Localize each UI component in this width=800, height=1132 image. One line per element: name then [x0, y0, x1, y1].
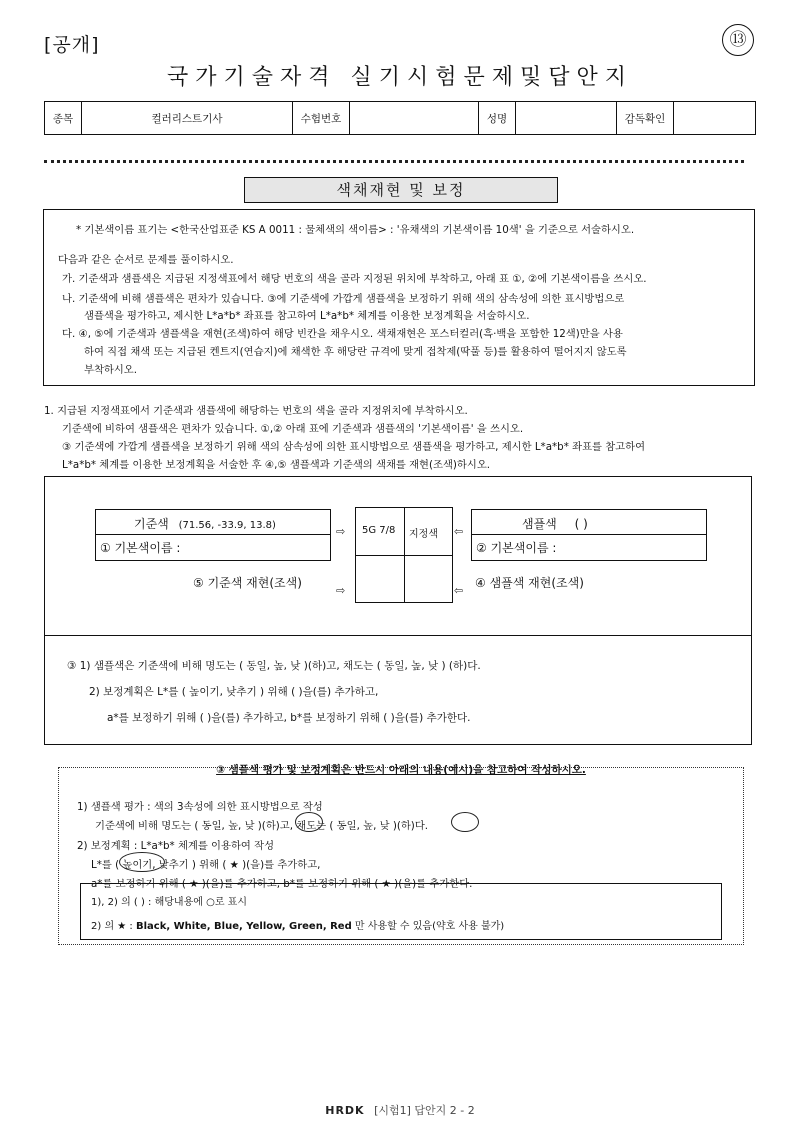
sample-name-field[interactable] [572, 536, 702, 556]
example-circle-mark [295, 812, 323, 832]
reference-repro-area[interactable] [356, 556, 404, 602]
answer-divider [45, 635, 751, 636]
arrow-right-icon: ⇨ [336, 525, 346, 538]
sample-color-box [471, 509, 707, 561]
instruction-c-line3: 부착하시오. [84, 364, 138, 376]
sample-coords-field[interactable]: ( ) [574, 517, 588, 531]
example-circle-mark [119, 852, 165, 872]
reference-color-box [95, 509, 331, 561]
instructions-box [43, 209, 755, 386]
answer-box [44, 476, 752, 745]
instruction-a: 가. 기준색과 샘플색은 지급된 지정색표에서 해당 번호의 색을 골라 지정된 위치에 부착하고, 아래 표 ①, ②에 기본색이름을 쓰시오. [62, 273, 647, 285]
question-line1: 1. 지급된 지정색표에서 기준색과 샘플색에 해당하는 번호의 색을 골라 지정위치에 부착하시오. [44, 405, 468, 417]
section-title: 색채재현 및 보정 [244, 177, 558, 203]
instruction-c-line1: 다. ④, ⑤에 기준색과 샘플색을 재현(조색)하여 해당 빈칸을 채우시오. 색채재현은 포스터컬러(흑·백을 포함한 12색)만을 사용 [62, 328, 623, 340]
footer-text: [시험1] 답안지 2 - 2 [374, 1104, 475, 1117]
notes-box [80, 883, 722, 940]
intro-text: 다음과 같은 순서로 문제를 풀이하시오. [58, 254, 234, 266]
item-value: 컬러리스트기사 [82, 102, 293, 135]
sample-repro-area[interactable] [405, 556, 452, 602]
exam-number-field[interactable] [350, 102, 479, 135]
sample-name-label: ② 기본색이름 : [476, 541, 557, 555]
question-line3: ③ 기준색에 가깝게 샘플색을 보정하기 위해 색의 삼속성에 의한 표시방법으로 샘플색을 평가하고, 제시한 L*a*b* 좌표를 참고하여 [62, 441, 646, 453]
reference-coords: (71.56, -33.9, 13.8) [178, 520, 276, 531]
evaluation-line3[interactable]: a*를 보정하기 위해 ( )을(를) 추가하고, b*를 보정하기 위해 ( )을(를) 추가한다. [107, 712, 471, 724]
arrow-right-icon: ⇨ [336, 584, 346, 597]
reference-repro-label: ⑤ 기준색 재현(조색) [193, 576, 302, 590]
exam-number-label: 수험번호 [293, 102, 350, 135]
name-field[interactable] [516, 102, 617, 135]
reference-line2: 기준색에 비해 명도는 ( 동일, 높, 낮 )(하)고, 채도는 ( 동일, 높, 낮 )(하)다. [95, 820, 429, 832]
footer [0, 1102, 800, 1118]
arrow-left-icon: ⇦ [454, 584, 464, 597]
exam-info-table [44, 101, 756, 135]
instruction-b-line2: 샘플색을 평가하고, 제시한 L*a*b* 좌표를 참고하여 L*a*b* 체계를 이용한 보정계획을 서술하시오. [84, 310, 530, 322]
designated-label: 지정색 [409, 529, 438, 540]
designated-color-grid [355, 507, 453, 603]
note-text: * 기본색이름 표기는 <한국산업표준 KS A 0011 : 물체색의 색이름> : '유채색의 기본색이름 10색' 을 기준으로 서술하시오. [76, 224, 635, 236]
arrow-left-icon: ⇦ [454, 525, 464, 538]
instruction-c-line2: 하여 직접 채색 또는 지급된 켄트지(연습지)에 채색한 후 해당란 규격에 맞게 접착제(딱풀 등)를 활용하여 떨어지지 않도록 [84, 346, 627, 358]
supervisor-field[interactable] [674, 102, 756, 135]
page-number-badge: ⑬ [722, 24, 754, 56]
sample-repro-label: ④ 샘플색 재현(조색) [475, 576, 584, 590]
munsell-value: 5G 7/8 [362, 525, 396, 536]
question-line4: L*a*b* 체계를 이용한 보정계획을 서술한 후 ④,⑤ 샘플색과 기준색의 색채를 재현(조색)하시오. [62, 459, 491, 471]
reference-name-field[interactable] [196, 536, 326, 556]
sample-label: 샘플색 [522, 517, 557, 531]
evaluation-line1[interactable]: ③ 1) 샘플색은 기준색에 비해 명도는 ( 동일, 높, 낮 )(하)고, 채도는 ( 동일, 높, 낮 ) (하)다. [67, 660, 481, 672]
reference-name-label: ① 기본색이름 : [100, 541, 181, 555]
public-tag: [공개] [44, 34, 100, 56]
reference-line1: 1) 샘플색 평가 : 색의 3속성에 의한 표시방법으로 작성 [77, 801, 323, 813]
reference-line4: L*를 ( 높이기, 낮추기 ) 위해 ( ★ )(을)를 추가하고, [91, 859, 321, 871]
dotted-divider [44, 160, 744, 163]
page-title: 국가기술자격 실기시험문제및답안지 [166, 65, 634, 90]
example-circle-mark [451, 812, 479, 832]
reference-line3: 2) 보정계획 : L*a*b* 체계를 이용하여 작성 [77, 840, 275, 852]
evaluation-line2[interactable]: 2) 보정계획은 L*를 ( 높이기, 낮추기 ) 위해 ( )을(를) 추가하고, [89, 686, 379, 698]
note2: 2) 의 ★ : Black, White, Blue, Yellow, Green, Red 만 사용할 수 있음(약호 사용 불가) [91, 921, 505, 932]
reference-title: ③ 샘플색 평가 및 보정계획은 반드시 아래의 내용(예시)을 참고하여 작성하시오. [216, 764, 586, 776]
reference-line5: a*를 보정하기 위해 ( ★ )(을)를 추가하고, b*를 보정하기 위해 ( ★ )(을)를 추가한다. [91, 878, 473, 890]
reference-label: 기준색 [134, 517, 169, 531]
question-line2: 기준색에 비하여 샘플색은 편차가 있습니다. ①,② 아래 표에 기준색과 샘플색의 '기본색이름' 을 쓰시오. [62, 423, 524, 435]
item-label: 종목 [45, 102, 82, 135]
allowed-colors: Black, White, Blue, Yellow, Green, Red [135, 921, 352, 932]
supervisor-label: 감독확인 [617, 102, 674, 135]
note1: 1), 2) 의 ( ) : 해당내용에 ○로 표시 [91, 897, 247, 908]
name-label: 성명 [479, 102, 516, 135]
hrdk-logo: HRDK [325, 1104, 365, 1117]
instruction-b-line1: 나. 기준색에 비해 샘플색은 편차가 있습니다. ③에 기준색에 가깝게 샘플색을 보정하기 위해 색의 삼속성에 의한 표시방법으로 [62, 293, 625, 305]
